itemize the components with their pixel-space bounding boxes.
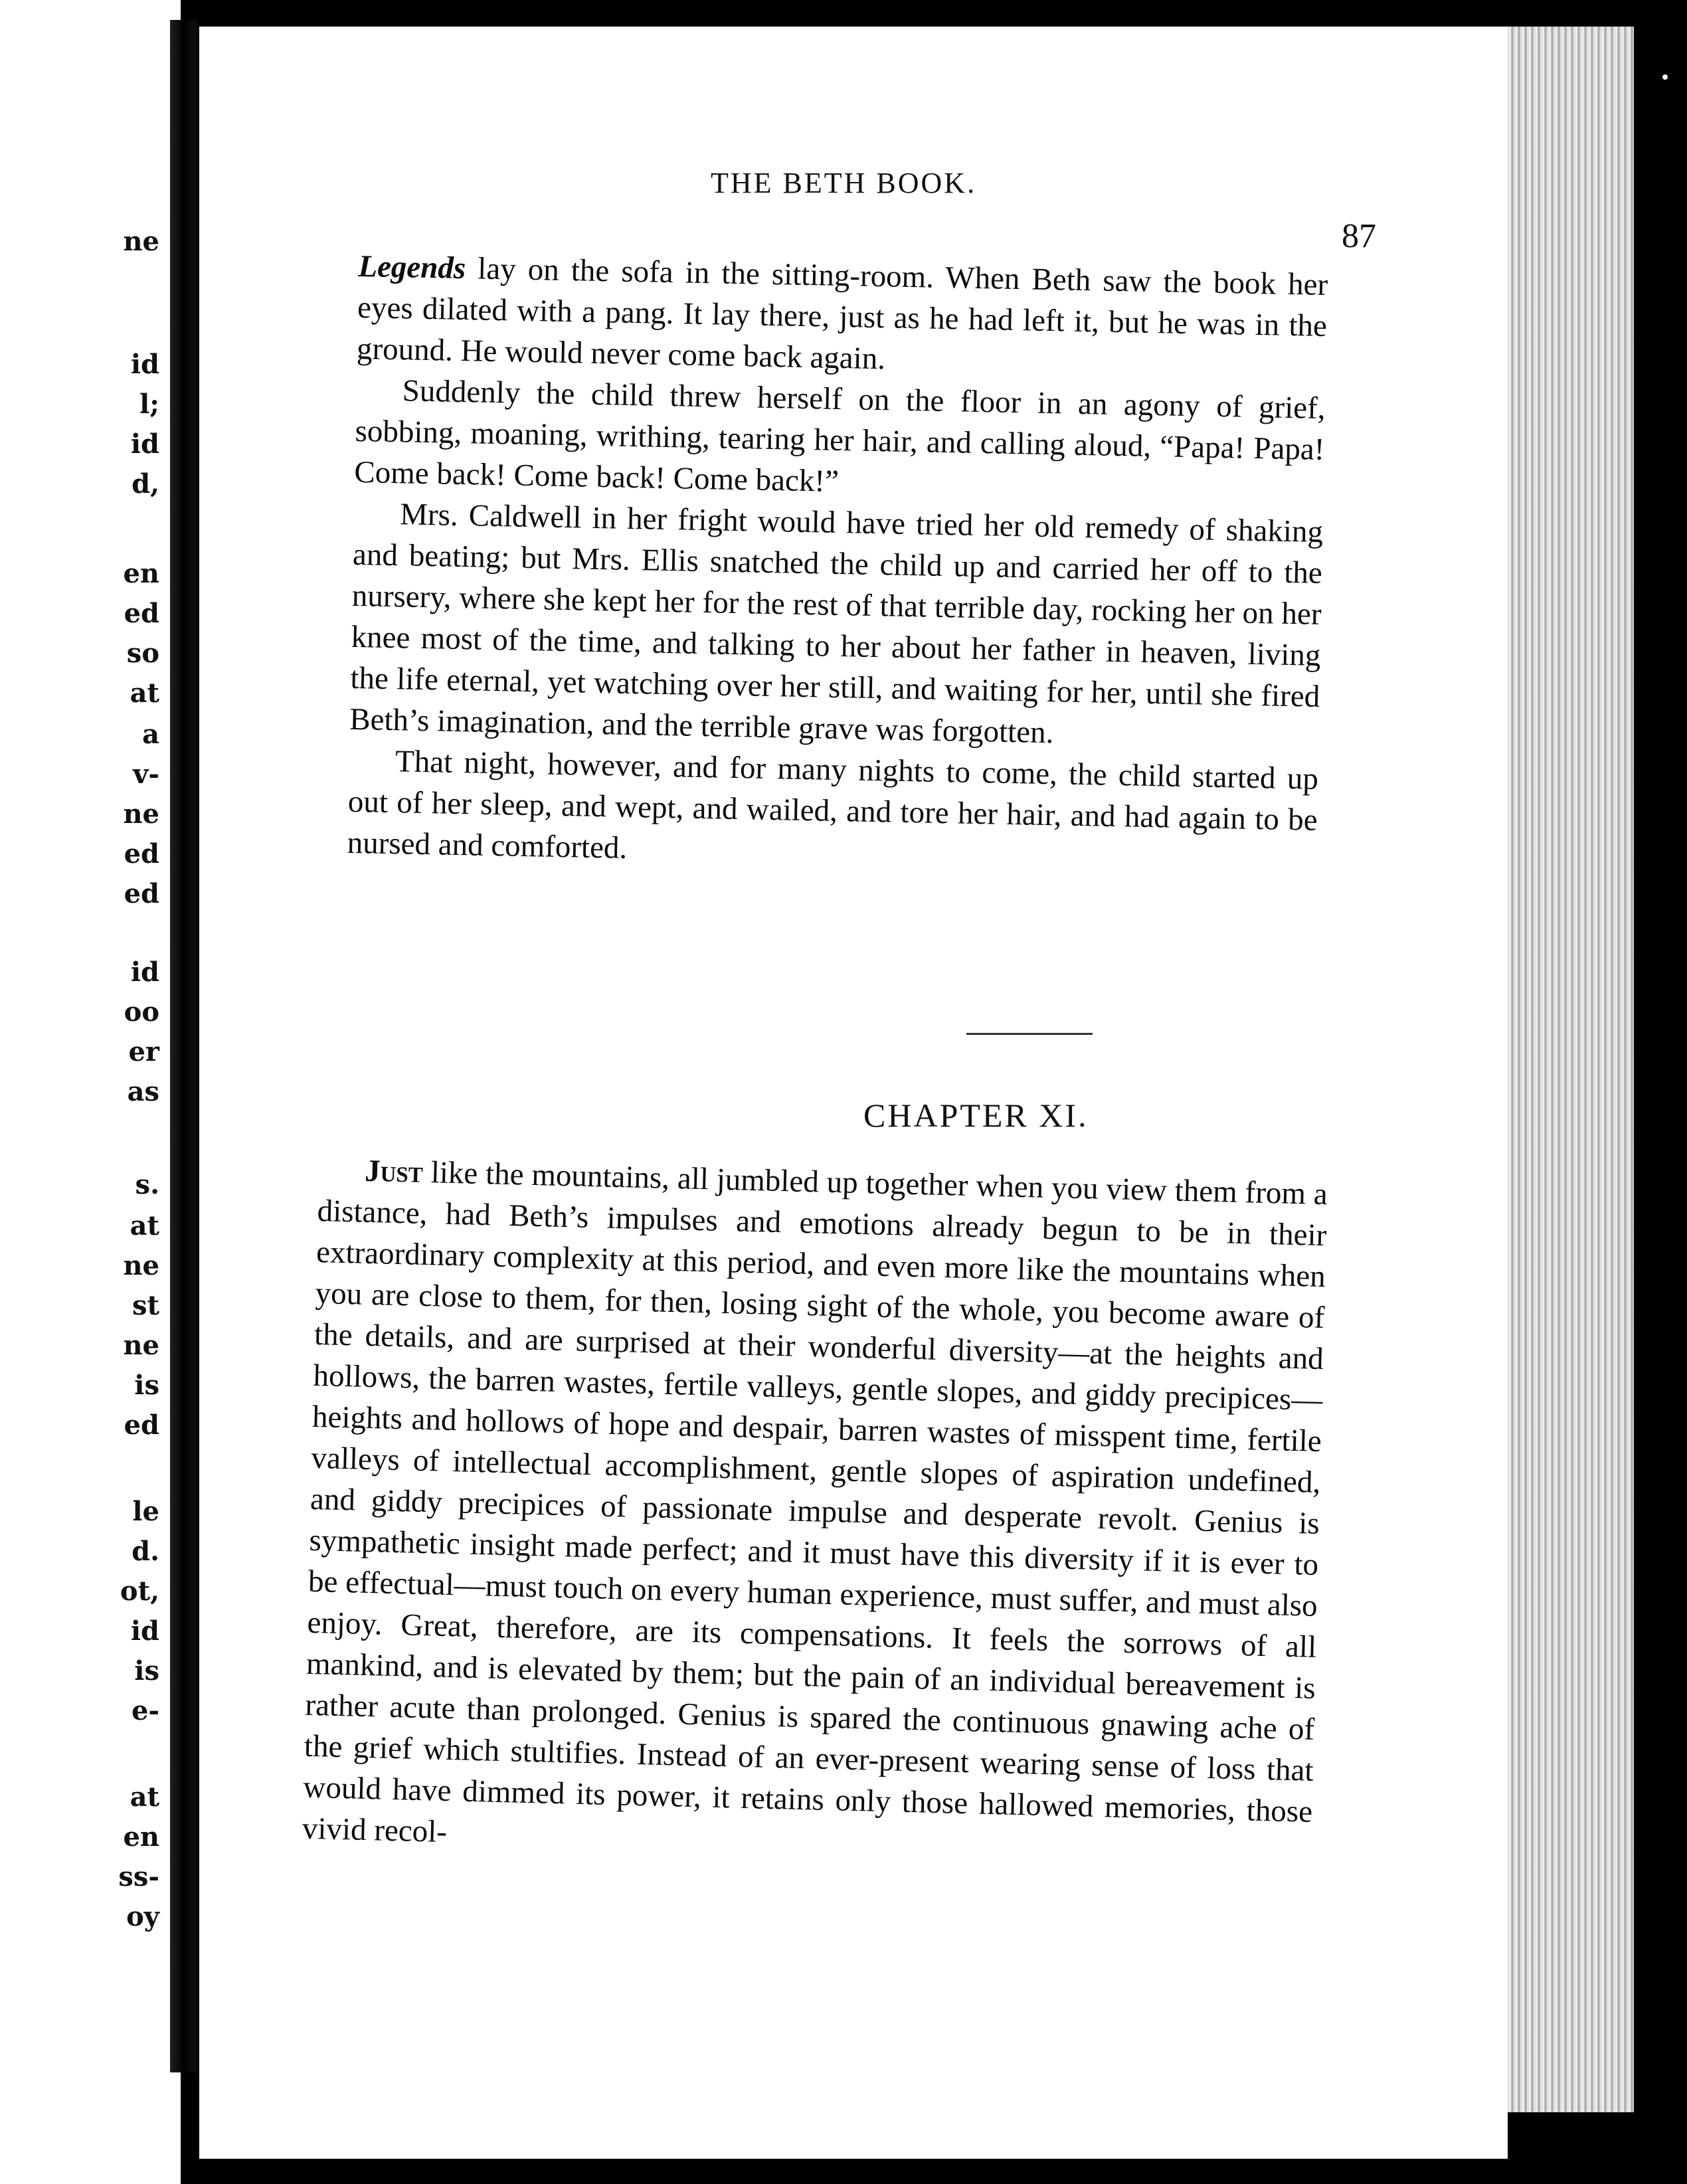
left-page-fragment: at xyxy=(130,1781,159,1813)
left-page-fragment: en xyxy=(123,558,159,589)
left-page-fragment: ot, xyxy=(120,1576,159,1607)
left-page-fragment: id xyxy=(130,349,159,380)
left-page-fragment: a xyxy=(142,719,159,750)
left-page-fragment: d, xyxy=(132,468,159,500)
left-page-fragment: ne xyxy=(123,798,159,830)
left-page-fragment: is xyxy=(134,1655,159,1686)
chapter-heading: CHAPTER XI. xyxy=(863,1097,1089,1134)
right-page xyxy=(199,27,1508,2159)
page-number: 87 xyxy=(1342,217,1376,255)
left-page-fragment: e- xyxy=(131,1695,159,1726)
left-page-fragment: at xyxy=(130,1210,159,1241)
book-gutter xyxy=(170,20,197,2072)
left-page-fragment: st xyxy=(132,1290,159,1321)
page-header xyxy=(199,153,1508,255)
left-page-fragment: er xyxy=(128,1036,159,1067)
paragraph-text: like the mountains, all jumbled up together when you view them from a distance, had Beth’s impulses and emotions already begun to be in their extraordinary complexity at this period, and even more like the mountains when you are close to them, for then, losing sight of the whole, you become aware of the details, and are surprised at their wonderful diversity—at the heights and hollows, the barren wastes, fertile valleys, gentle slopes, and giddy precipices—heights and hollows of hope and despair, barren wastes of misspent time, fertile valleys of intellectual accomplishment, gentle slopes of aspiration undefined, and giddy precipices of passionate impulse and desperate revolt. Genius is sympathetic insight made perfect; and it must have this diversity if it is ever to be effectual—must touch on every human experience, must suffer, and must also enjoy. Great, therefore, are its compensations. It feels the sorrows of all mankind, and is elevated by them; but the pain of an individual bereavement is rather acute than prolonged. Genius is spared the continuous gnawing ache of the grief which stultifies. Instead of an ever-present wearing sense of loss that would have dimmed its power, it retains only those hallowed memories, those vivid recol- xyxy=(302,1154,1328,1850)
left-page-fragment: ed xyxy=(124,598,159,629)
left-page-fragment: so xyxy=(126,638,159,669)
left-page-fragment: en xyxy=(123,1821,159,1853)
left-page-fragment: le xyxy=(132,1496,159,1527)
page-edges xyxy=(1508,27,1634,2112)
left-page-fragment: oo xyxy=(124,996,159,1028)
speck xyxy=(1662,74,1668,80)
paragraph xyxy=(356,246,1328,388)
chapter-lead-word: Just xyxy=(364,1153,424,1190)
chapter-text xyxy=(302,1149,1328,1874)
paragraph: That night, however, and for many nights to come, the child started up out of her sleep, and wept, and wailed, and tore her hair, and had again to be nursed and comforted. xyxy=(347,744,1319,865)
book-title-italic: Legends xyxy=(357,248,466,286)
section-divider xyxy=(966,1033,1093,1035)
left-page-fragment: s. xyxy=(135,1169,159,1200)
left-page-fragment: ne xyxy=(123,1250,159,1281)
left-page-fragment: at xyxy=(130,678,159,709)
left-page-fragment: as xyxy=(127,1076,159,1107)
left-page-fragment: oy xyxy=(126,1901,159,1932)
paragraph-text: lay on the sofa in the sitting-room. When Beth saw the book her eyes dilated with a pang. It lay there, just as he had left it, but he was in the ground. He would never come back again. xyxy=(356,251,1328,377)
paragraph xyxy=(302,1149,1328,1874)
left-page-fragment: id xyxy=(130,428,159,460)
running-title: THE BETH BOOK. xyxy=(711,167,977,199)
left-page-fragment: ss- xyxy=(118,1861,159,1892)
left-page-fragment: ed xyxy=(124,838,159,869)
left-page-fragment: d. xyxy=(132,1536,159,1567)
left-page-fragment: ne xyxy=(123,226,159,257)
left-page-fragment: l; xyxy=(139,389,159,420)
paragraph: Mrs. Caldwell in her fright would have tried her old remedy of shaking and beating; but Mrs. Ellis snatched the child up and carried her off to the nursery, where she kept her for the rest of that terrible day, rocking her on her knee most of the time, and talking to her about her father in heaven, living the life eternal, yet watching over her still, and waiting for her, until she fired Beth’s imagination, and the terrible grave was forgotten. xyxy=(349,497,1324,751)
left-page xyxy=(0,0,181,2184)
left-page-fragment: id xyxy=(130,956,159,988)
paragraph: Suddenly the child threw herself on the floor in an agony of grief, sobbing, moaning, writhing, tearing her hair, and calling aloud, “Papa! Papa! Come back! Come back! Come back!” xyxy=(353,373,1326,499)
left-page-fragment: is xyxy=(134,1370,159,1401)
left-page-fragment: id xyxy=(130,1615,159,1647)
chapter-end-text xyxy=(347,246,1328,882)
left-page-fragment: ed xyxy=(124,878,159,909)
left-page-fragment: v- xyxy=(133,759,159,790)
background-shadow xyxy=(1634,13,1687,2184)
left-page-fragment: ne xyxy=(123,1330,159,1361)
left-page-fragment: ed xyxy=(124,1410,159,1441)
